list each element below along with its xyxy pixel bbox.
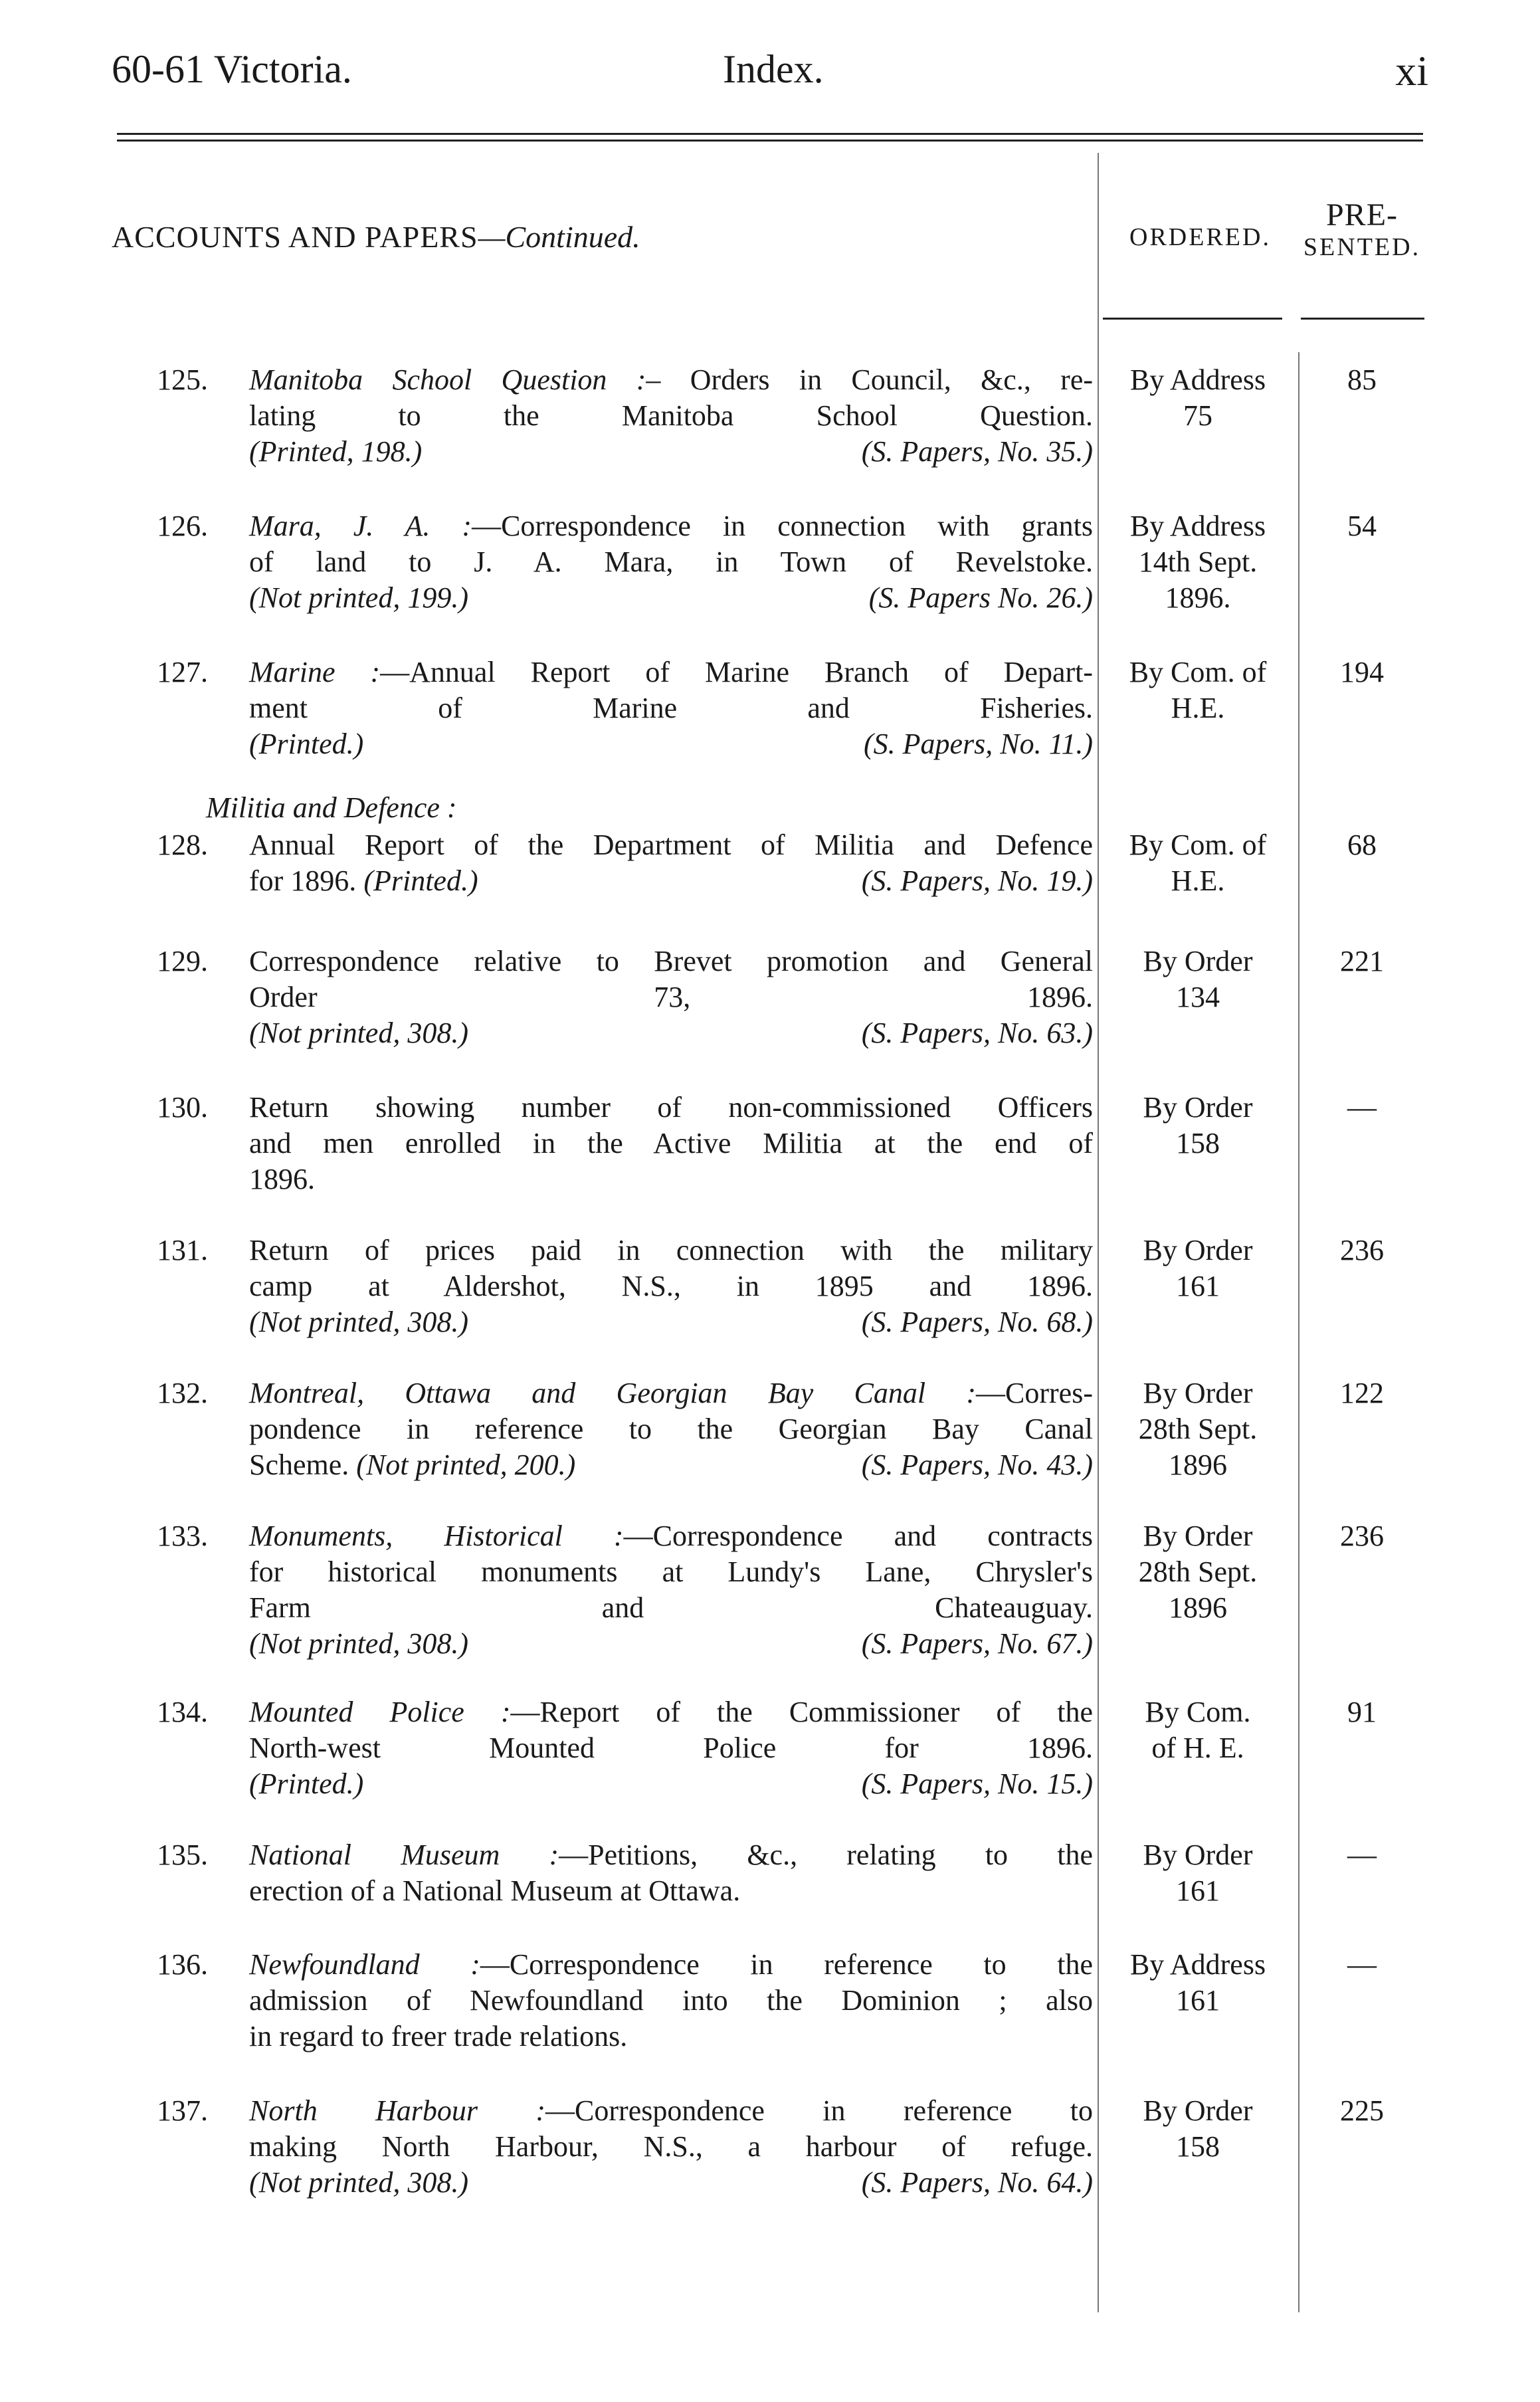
entry-subject: Marine : [249, 656, 381, 688]
ordered-line: 1896. [1165, 581, 1231, 614]
sessional-paper-ref: (S. Papers, No. 67.) [861, 1627, 1093, 1660]
entry-text: camp at Aldershot, N.S., in 1895 and 1896. [249, 1270, 1093, 1302]
ordered-line: By Order [1143, 1091, 1253, 1124]
entry-text: Farm and Chateauguay. [249, 1591, 1093, 1624]
entry-text: —Correspondence in reference to the [480, 1948, 1093, 1981]
entry-line [249, 944, 1093, 979]
entry-text: erection of a National Museum at Ottawa. [249, 1874, 741, 1907]
ordered-cell [1098, 827, 1298, 899]
entry-text: Correspondence relative to Brevet promotion and General [249, 945, 1093, 977]
entry-references [249, 580, 1093, 616]
entry-text: in regard to freer trade relations. [249, 2020, 628, 2052]
ordered-line: By Com. of [1129, 829, 1267, 861]
presented-cell: — [1347, 1091, 1377, 1124]
entry-text: – Orders in Council, &c., re- [646, 363, 1094, 396]
ordered-cell [1098, 2093, 1298, 2165]
ordered-line: 1896 [1169, 1449, 1227, 1481]
entry-line [249, 2129, 1093, 2165]
page-number: xi [1395, 47, 1428, 94]
ordered-cell [1098, 944, 1298, 1015]
entry-text: Return of prices paid in connection with the military [249, 1234, 1093, 1266]
entry-line [249, 1694, 1093, 1730]
ordered-line: H.E. [1171, 864, 1225, 897]
ordered-cell [1098, 1518, 1298, 1626]
ordered-cell [1098, 1694, 1298, 1766]
running-head [112, 47, 1428, 106]
printed-status: (Not printed, 199.) [249, 581, 468, 614]
entry-line [249, 1873, 1093, 1909]
ordered-line: By Order [1143, 1234, 1253, 1266]
entry-number: 133. [157, 1520, 208, 1552]
presented-cell: 225 [1340, 2094, 1384, 2127]
presented-cell: — [1347, 1948, 1377, 1981]
ordered-line: 28th Sept. [1138, 1413, 1258, 1445]
entry-number: 135. [157, 1839, 208, 1871]
entry-line [249, 2093, 1093, 2129]
entry-line [249, 2019, 1093, 2054]
entry-line [249, 979, 1093, 1015]
printed-status: (Not printed, 308.) [249, 1627, 468, 1660]
presented-cell: — [1347, 1839, 1377, 1871]
entry-line [249, 1233, 1093, 1268]
sessional-paper-ref: (S. Papers, No. 68.) [861, 1306, 1093, 1338]
entry-description [249, 1837, 1093, 1909]
ordered-line: 161 [1176, 1270, 1220, 1302]
subheading-militia: Militia and Defence : [206, 791, 457, 824]
entry-line [249, 398, 1093, 434]
entry-references [249, 1626, 1093, 1662]
entry-description [249, 1090, 1093, 1197]
entry-references [249, 2165, 1093, 2201]
entry-line [249, 1947, 1093, 1983]
entry-line [249, 1447, 1093, 1483]
presented-cell: 91 [1347, 1696, 1377, 1728]
printed-status: (Not printed, 308.) [249, 2166, 468, 2199]
ordered-line: By Order [1143, 945, 1253, 977]
entry-description [249, 2093, 1093, 2201]
entry-line-text: Scheme. (Not printed, 200.) [249, 1449, 576, 1481]
entry-number: 130. [157, 1091, 208, 1124]
entry-number: 127. [157, 656, 208, 688]
ordered-line: 158 [1176, 2130, 1220, 2163]
entry-number: 132. [157, 1377, 208, 1409]
entry-subject: North Harbour : [249, 2094, 546, 2127]
entry-line [249, 654, 1093, 690]
entry-subject: Monuments, Historical : [249, 1520, 624, 1552]
entry-number: 129. [157, 945, 208, 977]
entry-subject: Newfoundland : [249, 1948, 480, 1981]
entry-subject: Montreal, Ottawa and Georgian Bay Canal : [249, 1377, 977, 1409]
sessional-paper-ref: (S. Papers, No. 35.) [861, 435, 1093, 468]
ordered-line: 28th Sept. [1138, 1555, 1258, 1588]
entry-text: Annual Report of the Department of Militia and Defence [249, 829, 1093, 861]
column-divider-right [1298, 352, 1299, 2312]
ordered-cell [1098, 1837, 1298, 1909]
sessional-paper-ref: (S. Papers No. 26.) [868, 581, 1093, 614]
entry-text: Order 73, 1896. [249, 981, 1093, 1013]
entry-number: 131. [157, 1234, 208, 1266]
entry-references [249, 1015, 1093, 1051]
ordered-column-rule [1103, 318, 1282, 320]
entry-text: for historical monuments at Lundy's Lane, Chrysler's [249, 1555, 1093, 1588]
entry-number: 128. [157, 829, 208, 861]
presented-cell: 236 [1340, 1234, 1384, 1266]
presented-column-rule [1301, 318, 1424, 320]
entry-description [249, 827, 1093, 899]
ordered-cell [1098, 1233, 1298, 1304]
entry-text: admission of Newfoundland into the Dominion ; also [249, 1984, 1093, 2017]
ordered-line: 1896 [1169, 1591, 1227, 1624]
presented-cell: 122 [1340, 1377, 1384, 1409]
entry-references [249, 434, 1093, 470]
entry-description [249, 1694, 1093, 1802]
entry-text: ment of Marine and Fisheries. [249, 692, 1093, 724]
ordered-line: By Address [1129, 510, 1266, 542]
entry-text: —Corres- [976, 1377, 1093, 1409]
section-title: ACCOUNTS AND PAPERS—Continued. [112, 220, 640, 254]
entry-line [249, 362, 1093, 398]
entry-description [249, 362, 1093, 470]
entry-description [249, 508, 1093, 616]
ordered-line: of H. E. [1151, 1732, 1244, 1764]
printed-status: (Printed.) [249, 728, 364, 760]
entry-line [249, 1268, 1093, 1304]
entry-text: 1896. [249, 1163, 315, 1195]
ordered-cell [1098, 1947, 1298, 2019]
entry-line [249, 1411, 1093, 1447]
entry-line [249, 827, 1093, 863]
entry-number: 126. [157, 510, 208, 542]
ordered-cell [1098, 362, 1298, 434]
sessional-paper-ref: (S. Papers, No. 64.) [861, 2166, 1093, 2199]
entry-number: 136. [157, 1948, 208, 1981]
presented-cell: 194 [1340, 656, 1384, 688]
entry-references [249, 1304, 1093, 1340]
sessional-paper-ref: (S. Papers, No. 63.) [861, 1017, 1093, 1049]
entry-subject: Mounted Police : [249, 1696, 511, 1728]
ordered-line: By Com. of [1129, 656, 1267, 688]
entry-description [249, 1947, 1093, 2054]
printed-status: (Printed.) [249, 1767, 364, 1800]
printed-status: (Printed.) [363, 864, 478, 897]
entry-text: —Correspondence in connection with grants [472, 510, 1093, 542]
entry-text: North-west Mounted Police for 1896. [249, 1732, 1093, 1764]
entry-text: lating to the Manitoba School Question. [249, 399, 1093, 432]
ordered-cell [1098, 1375, 1298, 1483]
entry-line [249, 1126, 1093, 1161]
ordered-line: 161 [1176, 1984, 1220, 2017]
sessional-paper-ref: (S. Papers, No. 15.) [861, 1767, 1093, 1800]
entry-number: 134. [157, 1696, 208, 1728]
header-rule-top [117, 133, 1423, 135]
entry-text: —Report of the Commissioner of the [510, 1696, 1093, 1728]
column-header-ordered: ORDERED. [1129, 223, 1271, 251]
entry-line [249, 1837, 1093, 1873]
entry-line [249, 1375, 1093, 1411]
entry-line [249, 863, 1093, 899]
ordered-line: 14th Sept. [1138, 546, 1258, 578]
sessional-paper-ref: (S. Papers, No. 19.) [861, 864, 1093, 897]
entry-text: making North Harbour, N.S., a harbour of refuge. [249, 2130, 1093, 2163]
presented-cell: 68 [1347, 829, 1377, 861]
header-rule-bottom [117, 140, 1423, 142]
printed-status: (Not printed, 308.) [249, 1017, 468, 1049]
entry-subject: National Museum : [249, 1839, 559, 1871]
entry-line [249, 1090, 1093, 1126]
ordered-line: 75 [1183, 399, 1212, 432]
ordered-line: 161 [1176, 1874, 1220, 1907]
entry-line [249, 1161, 1093, 1197]
entry-description [249, 1518, 1093, 1662]
entry-line [249, 690, 1093, 726]
ordered-line: By Address [1129, 363, 1266, 396]
entry-line-text: for 1896. (Printed.) [249, 864, 478, 897]
ordered-line: By Order [1143, 2094, 1253, 2127]
entry-description [249, 1233, 1093, 1340]
entry-line [249, 1554, 1093, 1590]
printed-status: (Not printed, 200.) [356, 1449, 576, 1481]
sessional-paper-ref: (S. Papers, No. 43.) [861, 1449, 1093, 1481]
entry-description [249, 1375, 1093, 1483]
ordered-line: By Address [1129, 1948, 1266, 1981]
ordered-line: 134 [1176, 981, 1220, 1013]
sessional-paper-ref: (S. Papers, No. 11.) [863, 728, 1093, 760]
ordered-line: By Order [1143, 1520, 1253, 1552]
ordered-cell [1098, 508, 1298, 616]
presented-cell: 236 [1340, 1520, 1384, 1552]
entry-line [249, 1730, 1093, 1766]
ordered-line: By Order [1143, 1377, 1253, 1409]
volume-label: 60-61 Victoria. [112, 47, 352, 91]
presented-cell: 85 [1347, 363, 1377, 396]
ordered-line: By Order [1143, 1839, 1253, 1871]
entry-text: of land to J. A. Mara, in Town of Revelstoke. [249, 546, 1093, 578]
entry-text: —Petitions, &c., relating to the [559, 1839, 1093, 1871]
entry-line [249, 508, 1093, 544]
entry-line [249, 1590, 1093, 1626]
column-header-presented: PRE- SENTED. [1303, 197, 1421, 261]
entry-line [249, 1518, 1093, 1554]
entry-line [249, 1983, 1093, 2019]
presented-cell: 221 [1340, 945, 1384, 977]
printed-status: (Not printed, 308.) [249, 1306, 468, 1338]
page-title: Index. [723, 47, 824, 91]
entry-text: Return showing number of non-commissioned Officers [249, 1091, 1093, 1124]
entry-number: 137. [157, 2094, 208, 2127]
entry-text: —Correspondence in reference to [545, 2094, 1093, 2127]
entry-text: —Annual Report of Marine Branch of Depart- [380, 656, 1093, 688]
ordered-cell [1098, 654, 1298, 726]
entry-description [249, 944, 1093, 1051]
ordered-line: By Com. [1145, 1696, 1251, 1728]
ordered-line: 158 [1176, 1127, 1220, 1159]
entry-line [249, 544, 1093, 580]
entry-subject: Mara, J. A. : [249, 510, 472, 542]
printed-status: (Printed, 198.) [249, 435, 423, 468]
entry-description [249, 654, 1093, 762]
entry-subject: Manitoba School Question : [249, 363, 646, 396]
entry-text: pondence in reference to the Georgian Bay Canal [249, 1413, 1093, 1445]
ordered-cell [1098, 1090, 1298, 1161]
entry-text: —Correspondence and contracts [623, 1520, 1094, 1552]
entry-references [249, 726, 1093, 762]
ordered-line: H.E. [1171, 692, 1225, 724]
entry-number: 125. [157, 363, 208, 396]
entry-text: and men enrolled in the Active Militia at the end of [249, 1127, 1093, 1159]
presented-cell: 54 [1347, 510, 1377, 542]
entry-references [249, 1766, 1093, 1802]
